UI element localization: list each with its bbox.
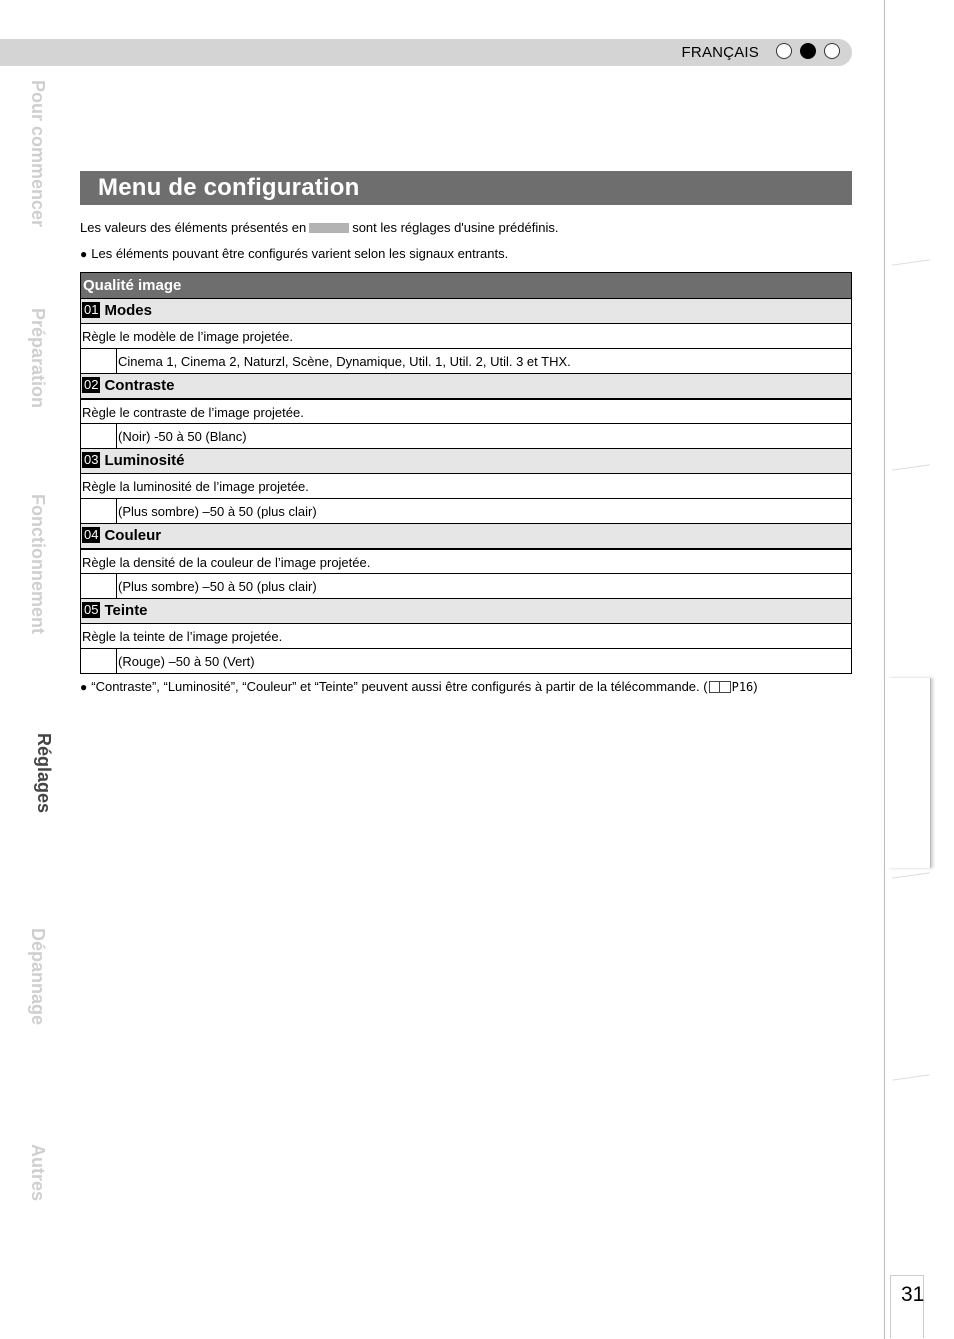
intro-text: [80, 220, 558, 235]
item-name: Couleur: [104, 527, 162, 544]
item-name: Teinte: [104, 602, 148, 619]
item-values-text: (Plus sombre) –50 à 50 (plus clair): [118, 504, 317, 519]
active-tab-panel: [888, 678, 931, 868]
intro-before: Les valeurs des éléments présentés en: [80, 220, 307, 235]
item-values-text: Cinema 1, Cinema 2, Naturzl, Scène, Dynamique, Util. 1, Util. 2, Util. 3 et THX.: [118, 354, 571, 369]
table-item-values: [81, 498, 851, 523]
bullet-icon: ●: [80, 247, 88, 261]
page-title: Menu de configuration: [98, 174, 360, 201]
table-item-header: [81, 448, 851, 473]
sidebar-tab-autres[interactable]: Autres: [28, 1144, 48, 1202]
intro-after: sont les réglages d'usine prédéfinis.: [352, 220, 559, 235]
indicator-dot-filled: [800, 43, 816, 59]
item-number: 01: [84, 302, 99, 317]
book-reference-icon: [709, 681, 731, 693]
sidebar-tab-fonctionnement[interactable]: Fonctionnement: [28, 494, 48, 634]
remote-note-text: “Contraste”, “Luminosité”, “Couleur” et “Teinte” peuvent aussi être configurés à partir de la télécommande. (: [91, 679, 708, 694]
indicator-dot-empty: [776, 43, 792, 59]
sidebar-tab-depannage[interactable]: Dépannage: [28, 928, 48, 1026]
table-item-description: Règle le contraste de l’image projetée.: [81, 398, 851, 423]
language-indicators: [776, 43, 840, 59]
item-values-text: (Plus sombre) –50 à 50 (plus clair): [118, 579, 317, 594]
item-name: Contraste: [104, 377, 175, 394]
table-section-header: Qualité image: [81, 273, 851, 298]
table-item-values: [81, 423, 851, 448]
table-item-values: [81, 573, 851, 598]
table-item-description: Règle la teinte de l’image projetée.: [81, 623, 851, 648]
table-item-description: Règle la luminosité de l’image projetée.: [81, 473, 851, 498]
item-name: Luminosité: [104, 452, 185, 469]
page-reference[interactable]: P16: [731, 680, 754, 694]
table-item-header: [81, 523, 851, 548]
table-item-header: [81, 373, 851, 398]
item-number: 02: [84, 377, 99, 392]
sidebar-tab-pour-commencer[interactable]: Pour commencer: [28, 80, 48, 228]
item-number: 04: [84, 527, 99, 542]
language-bar: [0, 39, 852, 66]
table-item-header: [81, 298, 851, 323]
sidebar-tab-reglages[interactable]: Réglages: [34, 733, 54, 814]
language-label: FRANÇAIS: [681, 44, 759, 61]
item-number: 05: [84, 602, 99, 617]
table-item-description: Règle la densité de la couleur de l’image projetée.: [81, 548, 851, 573]
table-item-description: Règle le modèle de l’image projetée.: [81, 323, 851, 348]
table-item-header: [81, 598, 851, 623]
chapter-sidebar: [884, 0, 954, 1339]
settings-table: [80, 272, 852, 674]
indicator-dot-empty: [824, 43, 840, 59]
bullet-icon: ●: [80, 680, 88, 694]
item-name: Modes: [104, 302, 152, 319]
table-item-values: [81, 348, 851, 373]
title-band: [80, 171, 852, 205]
item-values-text: (Rouge) –50 à 50 (Vert): [118, 654, 255, 669]
factory-default-swatch: [309, 223, 349, 233]
item-values-text: (Noir) -50 à 50 (Blanc): [118, 429, 247, 444]
sidebar-tab-preparation[interactable]: Préparation: [28, 308, 48, 409]
note-bullet: [80, 246, 508, 261]
table-item-values: [81, 648, 851, 673]
remote-note: ● “Contraste”, “Luminosité”, “Couleur” et “Teinte” peuvent aussi être configurés à partir de la télécommande. ( P16): [80, 679, 758, 694]
page-number: 31: [901, 1283, 925, 1306]
item-number: 03: [84, 452, 99, 467]
note-text: Les éléments pouvant être configurés varient selon les signaux entrants.: [91, 246, 509, 261]
